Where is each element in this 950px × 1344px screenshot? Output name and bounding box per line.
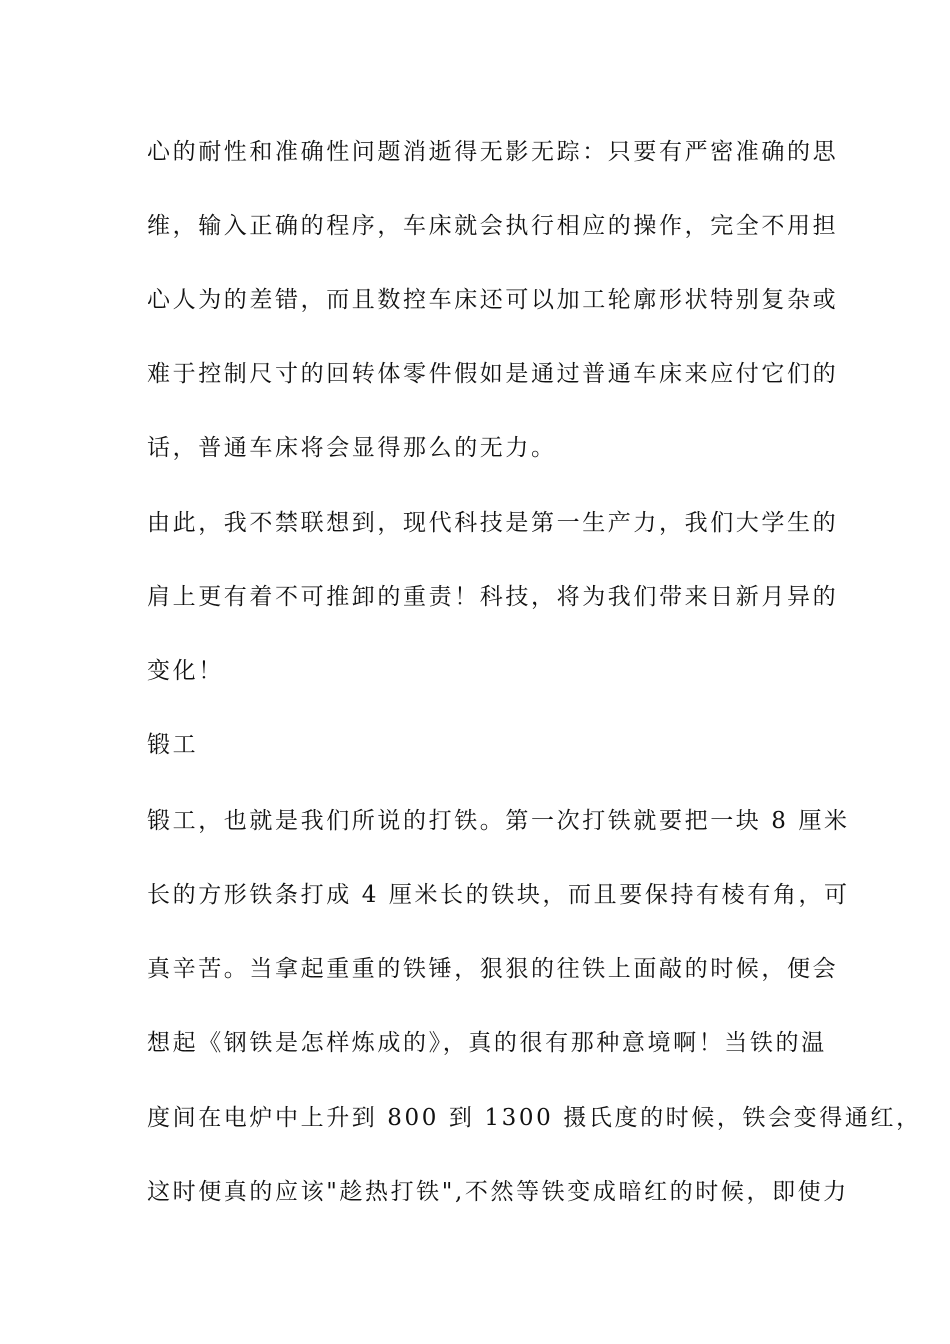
text-line: 难于控制尺寸的回转体零件假如是通过普通车床来应付它们的 [147,361,839,387]
text-line: 锻工，也就是我们所说的打铁。第一次打铁就要把一块 8 厘米 [147,808,850,834]
text-line: 由此，我不禁联想到，现代科技是第一生产力，我们大学生的 [147,510,839,536]
text-line: 变化！ [147,658,224,684]
text-line: 维，输入正确的程序，车床就会执行相应的操作，完全不用担 [147,213,839,239]
text-line: 长的方形铁条打成 4 厘米长的铁块，而且要保持有棱有角，可 [147,882,850,908]
text-line: 心人为的差错，而且数控车床还可以加工轮廓形状特别复杂或 [147,287,839,313]
text-line: 度间在电炉中上升到 800 到 1300 摄氏度的时候，铁会变得通红， [147,1105,922,1131]
text-line: 想起《钢铁是怎样炼成的》，真的很有那种意境啊！当铁的温 [147,1030,827,1056]
text-line: 心的耐性和准确性问题消逝得无影无踪：只要有严密准确的思 [147,139,839,165]
section-heading: 锻工 [147,732,199,758]
text-line: 肩上更有着不可推卸的重责！科技，将为我们带来日新月异的 [147,584,839,610]
text-line: 话，普通车床将会显得那么的无力。 [147,435,557,461]
text-line: 这时便真的应该"趁热打铁",不然等铁变成暗红的时候，即使力 [147,1179,849,1205]
text-line: 真辛苦。当拿起重重的铁锤，狠狠的往铁上面敲的时候，便会 [147,956,839,982]
